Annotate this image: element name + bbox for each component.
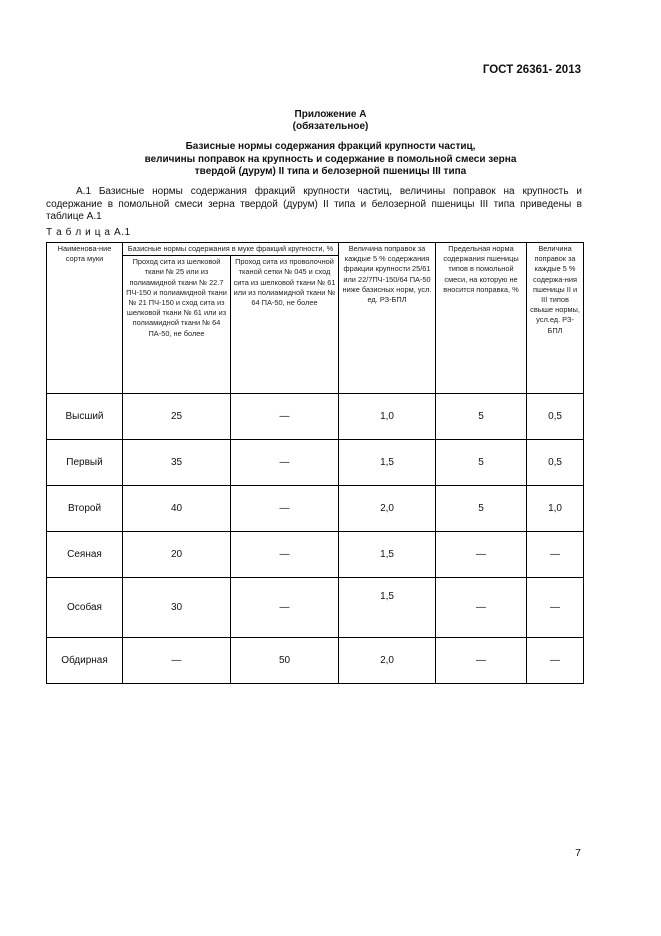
appendix-heading: [0, 109, 661, 133]
cell-max-norm: —: [436, 578, 527, 638]
cell-correction-exceed: —: [527, 532, 584, 578]
cell-max-norm: 5: [436, 440, 527, 486]
heading-line-3: твердой (дурум) II типа и белозерной пшеницы III типа: [194, 166, 467, 177]
intro-paragraph: А.1 Базисные нормы содержания фракций крупности частиц, величины поправок на крупность и содержание в помольной смеси зерна твердой (дурум) II типа и белозерной пшеницы III типа приведены в таблице А.1: [46, 186, 582, 222]
cell-grade: Обдирная: [47, 638, 123, 684]
cell-correction: 1,5: [339, 578, 436, 638]
cell-max-norm: —: [436, 638, 527, 684]
cell-correction: 1,0: [339, 394, 436, 440]
cell-max-norm: —: [436, 532, 527, 578]
norms-table: [46, 242, 584, 684]
cell-correction-exceed: —: [527, 578, 584, 638]
header-max-norm: Предельная норма содержания пшеницы типов в помольной смеси, на которую не вносится поправка, %: [436, 243, 527, 394]
standard-id: ГОСТ 26361- 2013: [482, 64, 581, 76]
cell-grade: Особая: [47, 578, 123, 638]
cell-silk: 20: [123, 532, 231, 578]
header-basis-group: Базисные нормы содержания в муке фракций крупности, %: [123, 243, 339, 256]
cell-correction-exceed: 0,5: [527, 440, 584, 486]
header-grade: Наименова-ние сорта муки: [47, 243, 123, 394]
cell-wire: 50: [231, 638, 339, 684]
cell-max-norm: 5: [436, 486, 527, 532]
cell-grade: Второй: [47, 486, 123, 532]
header-silk-sieve: Проход сита из шелковой ткани № 25 или из полиамидной ткани № 22.7 ПЧ-150 и полиамидной ткани № 21 ПЧ-150 и сход сита из шелковой ткани № 61 или из полиамидной ткани № 64 ПА-50, не более: [123, 256, 231, 394]
cell-correction: 1,5: [339, 532, 436, 578]
intro-paragraph-block: [46, 186, 582, 224]
cell-silk: —: [123, 638, 231, 684]
section-heading: [0, 141, 661, 179]
table-row: [47, 486, 584, 532]
table-label: Т а б л и ц а А.1: [46, 227, 131, 238]
cell-wire: —: [231, 486, 339, 532]
cell-wire: —: [231, 532, 339, 578]
cell-correction: 1,5: [339, 440, 436, 486]
heading-line-1: Базисные нормы содержания фракций крупности частиц,: [185, 141, 476, 152]
table-header-row: [47, 243, 584, 256]
page-number: 7: [575, 847, 581, 859]
cell-correction: 2,0: [339, 486, 436, 532]
cell-correction-exceed: 1,0: [527, 486, 584, 532]
heading-line-2: величины поправок на крупность и содержание в помольной смеси зерна: [144, 153, 517, 165]
table-row: [47, 532, 584, 578]
cell-correction-exceed: 0,5: [527, 394, 584, 440]
cell-silk: 25: [123, 394, 231, 440]
cell-correction-exceed: —: [527, 638, 584, 684]
cell-silk: 30: [123, 578, 231, 638]
cell-silk: 35: [123, 440, 231, 486]
cell-wire: —: [231, 394, 339, 440]
table-row: [47, 578, 584, 638]
cell-grade: Высший: [47, 394, 123, 440]
table-row: [47, 440, 584, 486]
header-correction-exceed: Величина поправок за каждые 5 % содержа-ния пшеницы II и III типов свыше нормы, усл.ед. РЗ- БПЛ: [527, 243, 584, 394]
cell-silk: 40: [123, 486, 231, 532]
cell-correction: 2,0: [339, 638, 436, 684]
appendix-title: Приложение А: [294, 109, 367, 120]
cell-grade: Сеяная: [47, 532, 123, 578]
header-correction: Величина поправок за каждые 5 % содержания фракции крупности 25/61 или 22/7ПЧ-150/64 ПА-50 ниже базисных норм, усл. ед. РЗ-БПЛ: [339, 243, 436, 394]
cell-grade: Первый: [47, 440, 123, 486]
appendix-status: (обязательное): [292, 121, 369, 132]
table-row: [47, 394, 584, 440]
header-wire-sieve: Проход сита из проволочной тканой сетки № 045 и сход сита из шелковой ткани № 61 или из полиамидной ткани № 64 ПА-50, не более: [231, 256, 339, 394]
table-row: [47, 638, 584, 684]
cell-wire: —: [231, 440, 339, 486]
cell-wire: —: [231, 578, 339, 638]
cell-max-norm: 5: [436, 394, 527, 440]
